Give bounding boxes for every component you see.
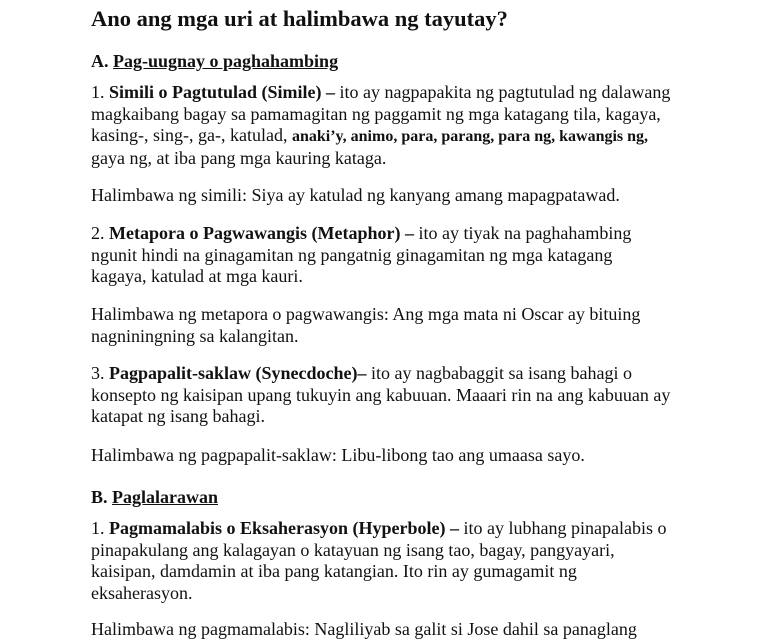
page-title: Ano ang mga uri at halimbawa ng tayutay? xyxy=(91,6,508,31)
metaphor-example-line-2: nagniningning sa kalangitan. xyxy=(91,325,299,346)
hyperbole-dash: – xyxy=(445,518,464,538)
section-b-heading xyxy=(91,486,218,508)
hyperbole-text-1: ito ay lubhang pinapalabis o xyxy=(463,518,667,538)
metaphor-dash: – xyxy=(400,223,419,243)
synecdoche-line-1 xyxy=(91,363,691,385)
synecdoche-example xyxy=(91,445,691,467)
synecdoche-text-2: konsepto ng kaisipan upang tukuyin ang kabuuan. Maaari rin na ang kabuuan ay xyxy=(91,384,671,405)
section-b-letter: B. xyxy=(91,487,108,507)
section-b-name: Paglalarawan xyxy=(112,487,219,507)
section-a-name: Pag-uugnay o paghahambing xyxy=(113,51,339,71)
synecdoche-text-1: ito ay nagbabaggit sa isang bahagi o xyxy=(371,363,632,383)
hyperbole-line-1 xyxy=(91,518,691,540)
metaphor-text-3: kagaya, katulad at mga kauri. xyxy=(91,266,303,287)
simile-number: 1. xyxy=(91,82,105,102)
simile-example xyxy=(91,185,691,207)
simile-text-3: kasing-, sing-, ga-, katulad, xyxy=(91,125,292,146)
hyperbole-text-3: kaisipan, damdamin at iba pang katangian. Ito rin ay gumagamit ng xyxy=(91,561,577,582)
simile-definition xyxy=(91,82,691,170)
synecdoche-number: 3. xyxy=(91,363,105,383)
simile-dash: – xyxy=(321,82,340,102)
simile-text-1: ito ay nagpapakita ng pagtutulad ng dalawang xyxy=(339,82,671,102)
synecdoche-definition xyxy=(91,363,691,428)
synecdoche-term: Pagpapalit-saklaw (Synecdoche) xyxy=(109,363,358,383)
section-a-heading xyxy=(91,50,338,72)
synecdoche-example-text: Halimbawa ng pagpapalit-saklaw: Libu-libong tao ang umaasa sayo. xyxy=(91,445,585,465)
metaphor-line-1 xyxy=(91,223,691,245)
metaphor-definition xyxy=(91,223,691,288)
metaphor-text-2: ngunit hindi na ginagamitan ng pangatnig ginagamitan ng mga katagang xyxy=(91,244,613,265)
hyperbole-definition xyxy=(91,518,691,605)
simile-text-4: gaya ng, at iba pang mga kauring kataga. xyxy=(91,148,387,169)
simile-text-2: magkaibang bagay sa pamamagitan ng paggamit ng mga katagang tila, kagaya, xyxy=(91,103,661,124)
hyperbole-example-text: Halimbawa ng pagmamalabis: Nagliliyab sa galit si Jose dahil sa panaglang xyxy=(91,619,637,639)
metaphor-number: 2. xyxy=(91,223,105,243)
simile-example-text: Halimbawa ng simili: Siya ay katulad ng kanyang amang mapagpatawad. xyxy=(91,185,620,205)
synecdoche-dash: – xyxy=(357,363,372,383)
metaphor-example-line-1: Halimbawa ng metapora o pagwawangis: Ang mga mata ni Oscar ay bituing xyxy=(91,304,641,324)
hyperbole-number: 1. xyxy=(91,518,105,538)
hyperbole-term: Pagmamalabis o Eksaherasyon (Hyperbole) xyxy=(109,518,446,538)
metaphor-example xyxy=(91,304,691,347)
metaphor-term: Metapora o Pagwawangis (Metaphor) xyxy=(109,223,401,243)
simile-line-1 xyxy=(91,82,691,104)
hyperbole-text-2: pinapakulang ang kalagayan o katayuan ng isang tao, bagay, pangyayari, xyxy=(91,539,615,560)
simile-term: Simili o Pagtutulad (Simile) xyxy=(109,82,322,102)
simile-keywords: anaki’y, animo, para, parang, para ng, kawangis ng, xyxy=(291,128,649,146)
synecdoche-text-3: katapat ng isang bahagi. xyxy=(91,406,265,427)
simile-line-3 xyxy=(91,125,691,148)
metaphor-text-1: ito ay tiyak na paghahambing xyxy=(418,223,632,243)
hyperbole-text-4: eksaherasyon. xyxy=(91,583,193,604)
section-a-letter: A. xyxy=(91,51,109,71)
